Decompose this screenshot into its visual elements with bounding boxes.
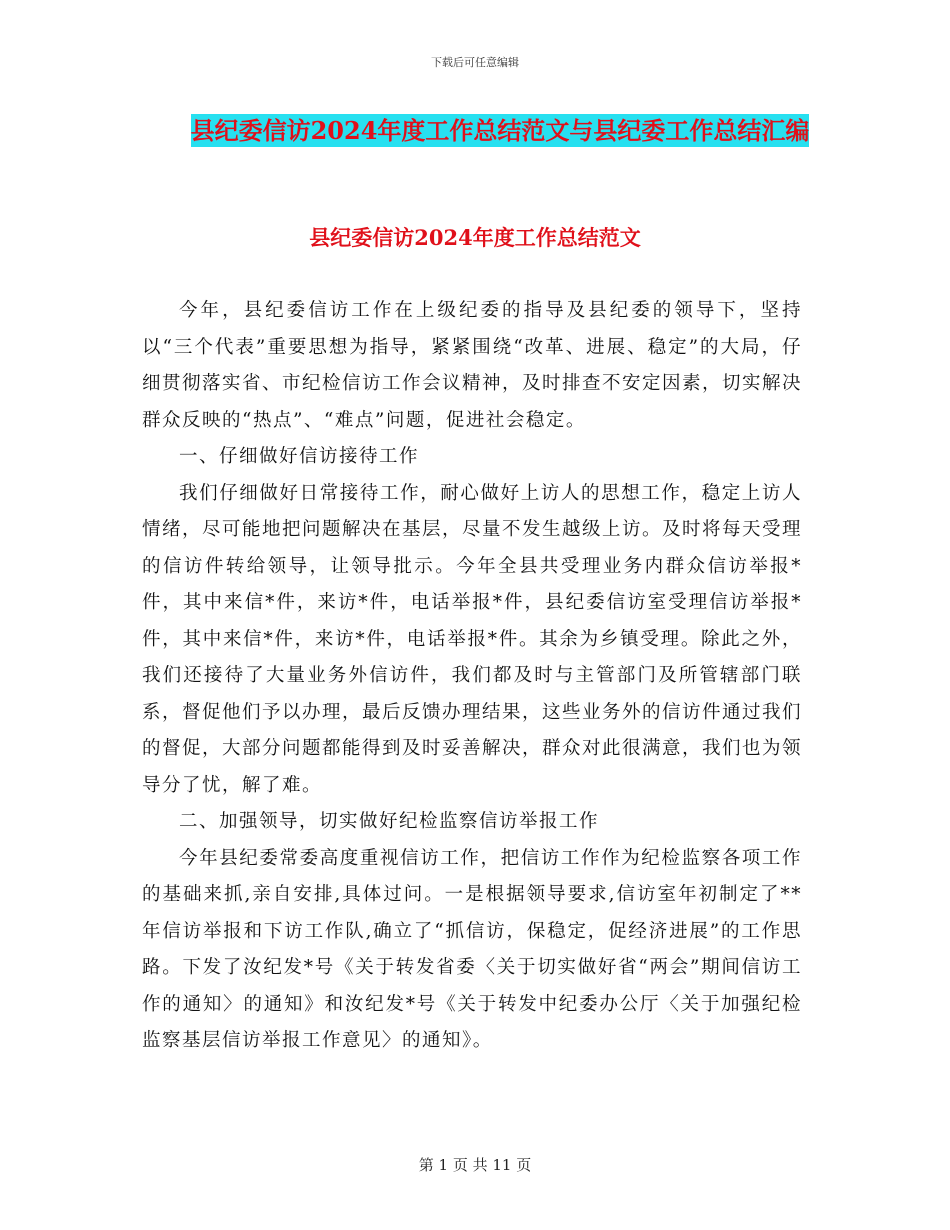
document-main-title [150,110,850,152]
page-number-footer: 第 1 页 共 11 页 [418,1156,532,1174]
section-heading-1: 一、仔细做好信访接待工作 [179,446,420,467]
header-note: 下载后可任意编辑 [431,56,519,69]
section-heading-2: 二、加强领导，切实做好纪检监察信访举报工作 [179,811,600,832]
paragraph-section-2: 今年县纪委常委高度重视信访工作，把信访工作作为纪检监察各项工作的基础来抓,亲自安排,具体过问。一是根据领导要求,信访室年初制定了**年信访举报和下访工作队,确立了“抓信访，保稳定，促经济进展”的工作思路。下发了汝纪发*号《关于转发省委〈关于切实做好省“两会”期间信访工作的通知〉的通知》和汝纪发*号《关于转发中纪委办公厅〈关于加强纪检监察基层信访举报工作意见〉的通知》。 [142,847,802,1051]
document-body [142,293,802,1060]
document-sub-title: 县纪委信访2024年度工作总结范文 [309,225,641,250]
paragraph-intro: 今年，县纪委信访工作在上级纪委的指导及县纪委的领导下，坚持以“三个代表”重要思想为指导，紧紧围绕“改革、进展、稳定”的大局，仔细贯彻落实省、市纪检信访工作会议精神，及时排查不安定因素，切实解决群众反映的“热点”、“难点”问题，促进社会稳定。 [142,300,803,431]
main-title-text: 县纪委信访2024年度工作总结范文与县纪委工作总结汇编 [190,116,810,145]
paragraph-section-1: 我们仔细做好日常接待工作，耐心做好上访人的思想工作，稳定上访人情绪，尽可能地把问题解决在基层，尽量不发生越级上访。及时将每天受理的信访件转给领导，让领导批示。今年全县共受理业务内群众信访举报*件，其中来信*件，来访*件，电话举报*件，县纪委信访室受理信访举报*件，其中来信*件，来访*件，电话举报*件。其余为乡镇受理。除此之外，我们还接待了大量业务外信访件，我们都及时与主管部门及所管辖部门联系，督促他们予以办理，最后反馈办理结果，这些业务外的信访件通过我们的督促，大部分问题都能得到及时妥善解决，群众对此很满意，我们也为领导分了忧，解了难。 [142,482,803,796]
